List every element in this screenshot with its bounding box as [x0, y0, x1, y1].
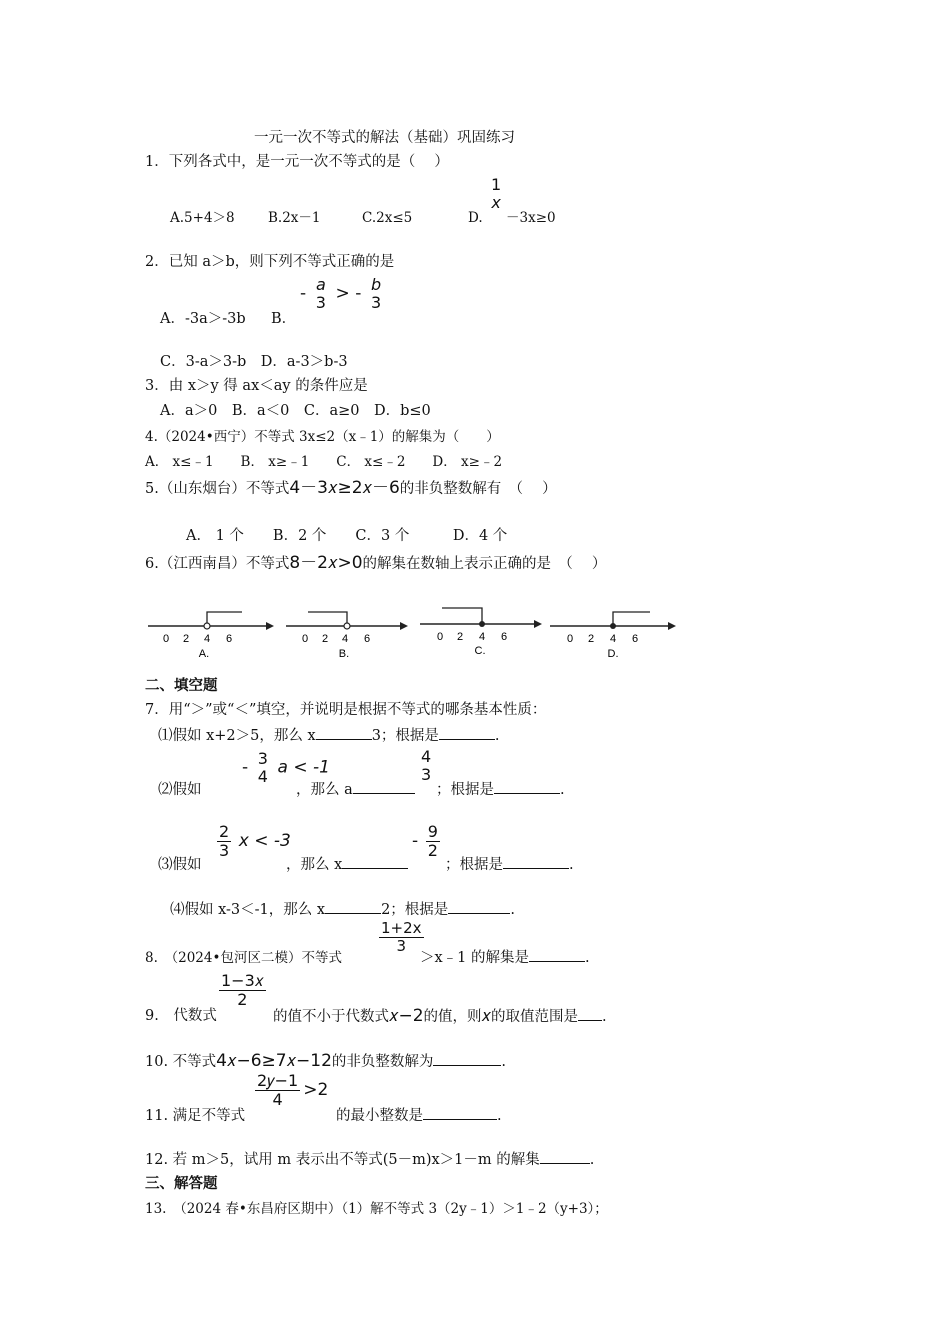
- q1-option-c: C.2x≤5: [362, 210, 413, 226]
- numerator: 2𝑦−1: [257, 1071, 299, 1090]
- tick-label: 4: [609, 633, 617, 645]
- numerator: b: [370, 275, 382, 294]
- q5-prefix: 5.（山东烟台）不等式: [145, 481, 290, 497]
- q11-suffix: 的最小整数是 .: [336, 1108, 502, 1124]
- condition-rest: a < -1: [277, 757, 330, 778]
- tick-label: 6: [631, 633, 639, 645]
- answer-blank[interactable]: [353, 793, 415, 794]
- q9-variable: 𝑥: [481, 1006, 492, 1026]
- q7-p4-text-2: 2；根据是: [381, 902, 449, 918]
- denominator: 3: [370, 293, 382, 313]
- q7-part-3-label: ⑶假如: [158, 857, 202, 873]
- q7-p2-text-2: ；根据是: [436, 782, 494, 798]
- q5-suffix: 的非负整数解有 （ ）: [399, 481, 557, 497]
- q10-prefix: 10. 不等式: [145, 1054, 217, 1070]
- q9-text-3: 的取值范围是: [491, 1009, 579, 1025]
- question-5-stem: [145, 478, 557, 499]
- numerator: 3: [257, 749, 268, 768]
- denominator: 3: [219, 841, 230, 861]
- question-9-prefix: 9. 代数式: [145, 1008, 217, 1024]
- minus-sign: -: [412, 830, 419, 851]
- numerator: 9: [427, 822, 438, 841]
- answer-blank[interactable]: [342, 868, 408, 869]
- q2-options-cd: C．3-a＞3-b D．a-3＞b-3: [160, 354, 348, 370]
- q7-part-3-answer: [286, 855, 408, 875]
- answer-blank[interactable]: [540, 1163, 590, 1164]
- tick-label: 2: [456, 631, 464, 643]
- numerator: 1−3𝑥: [221, 971, 264, 990]
- question-4-stem: 4.（2024•西宁）不等式 3x≤2（x﹣1）的解集为（ ）: [145, 429, 500, 445]
- q1-option-a: A.5+4＞8: [170, 210, 235, 226]
- option-label: B.: [338, 648, 350, 660]
- q9-expression: 𝑥−2: [389, 1006, 424, 1026]
- q7-part-3-basis: ；根据是 .: [445, 857, 574, 873]
- tick-label: 2: [321, 633, 329, 645]
- number-line-b: [286, 612, 408, 660]
- q7-p1-text-2: 3；根据是: [371, 728, 439, 744]
- question-6-stem: [145, 553, 606, 574]
- answer-blank[interactable]: [494, 793, 560, 794]
- tick-label: 2: [587, 633, 595, 645]
- q11-fraction: [252, 1072, 328, 1110]
- section-3-heading: 三、解答题: [145, 1175, 218, 1192]
- denominator: 4: [272, 1090, 283, 1110]
- condition-rest: x < -3: [238, 830, 291, 851]
- tick-label: 6: [225, 633, 233, 645]
- answer-blank[interactable]: [439, 739, 495, 740]
- q7-part-2-label: ⑵假如: [158, 782, 202, 798]
- denominator: 4: [257, 767, 268, 787]
- tick-label: 0: [162, 633, 170, 645]
- q10-inequality: 4𝑥−6≥7𝑥−12: [216, 1051, 332, 1071]
- number-line-d: [550, 612, 676, 660]
- q7-part-2-value: [416, 748, 436, 785]
- q5-options: A． 1 个 B．2 个 C．3 个 D．4 个: [186, 528, 508, 544]
- q1-option-d-rest: －3x≥0: [506, 210, 556, 226]
- q2-option-b-expression: [300, 276, 386, 313]
- question-1-stem: 1．下列各式中，是一元一次不等式的是（ ）: [145, 154, 449, 170]
- q7-part-3-condition: [214, 823, 291, 861]
- denominator: x: [491, 193, 501, 213]
- question-8-prefix: 8. （2024•包河区二模）不等式: [145, 950, 342, 966]
- q9-text-2: 的值，则: [423, 1009, 482, 1025]
- q9-text: 的值不小于代数式: [273, 1009, 389, 1025]
- q8-fraction: [376, 920, 427, 956]
- q6-inequality: 8－2𝑥>0: [289, 553, 363, 573]
- q4-options: A． x≤﹣1 B． x≥﹣1 C． x≤﹣2 D． x≥﹣2: [145, 454, 503, 470]
- denominator: 3: [421, 765, 432, 785]
- q7-part-3-value: [412, 823, 443, 861]
- q2-option-a: A．-3a＞-3b: [160, 311, 246, 327]
- q9-fraction: [216, 972, 269, 1010]
- denominator: 3: [315, 293, 326, 313]
- tick-label: 4: [341, 633, 349, 645]
- q7-p3-text: ，那么 x: [286, 857, 343, 873]
- q3-options: A．a＞0 B．a＜0 C．a≥0 D．b≤0: [160, 403, 431, 419]
- minus-sign: -: [242, 757, 249, 778]
- number-line-c: [420, 608, 542, 657]
- q11-text: 的最小整数是: [336, 1108, 423, 1124]
- option-label: D.: [607, 648, 619, 660]
- number-line-a: [148, 612, 274, 660]
- question-2-stem: 2．已知 a＞b，则下列不等式正确的是: [145, 254, 395, 270]
- tick-label: 0: [566, 633, 574, 645]
- q7-part-1: ⑴假如 x+2＞5，那么 x 3；根据是 .: [158, 728, 500, 744]
- denominator: 2: [237, 990, 248, 1010]
- q7-part-2-basis: ；根据是 .: [436, 782, 565, 798]
- option-label: A.: [198, 648, 210, 660]
- answer-blank[interactable]: [423, 1119, 497, 1120]
- q8-text: ＞x﹣1 的解集是: [420, 950, 530, 966]
- tick-label: 6: [500, 631, 508, 643]
- q7-p4-text: ⑷假如 x-3＜-1，那么 x: [170, 902, 326, 918]
- q8-suffix: ＞x﹣1 的解集是 .: [420, 950, 590, 966]
- denominator: 2: [427, 841, 438, 861]
- q1-option-d-fraction: [486, 176, 506, 213]
- q10-text: 的非负整数解为: [331, 1054, 434, 1070]
- relation: > -: [335, 283, 362, 304]
- answer-blank[interactable]: [325, 913, 381, 914]
- q7-p3-text-2: ；根据是: [445, 857, 503, 873]
- numerator: 1: [491, 175, 502, 194]
- q7-part-2-answer: [296, 780, 415, 800]
- denominator: 3: [396, 937, 407, 956]
- question-11-prefix: 11. 满足不等式: [145, 1108, 246, 1124]
- tick-label: 4: [478, 631, 486, 643]
- q2-option-b-label: B．: [271, 311, 297, 327]
- tick-label: 6: [363, 633, 371, 645]
- answer-blank[interactable]: [316, 739, 372, 740]
- answer-blank[interactable]: [448, 913, 510, 914]
- q1-option-b: B.2x－1: [268, 210, 321, 226]
- answer-blank[interactable]: [578, 1020, 602, 1021]
- q12-text: 12. 若 m＞5，试用 m 表示出不等式(5－m)x＞1－m 的解集: [145, 1152, 540, 1168]
- tick-label: 4: [203, 633, 211, 645]
- question-12: 12. 若 m＞5，试用 m 表示出不等式(5－m)x＞1－m 的解集 .: [145, 1152, 595, 1168]
- q7-p1-text: ⑴假如 x+2＞5，那么 x: [158, 728, 316, 744]
- tick-label: 2: [182, 633, 190, 645]
- q7-p2-text: ，那么 a: [296, 782, 353, 798]
- answer-blank[interactable]: [529, 961, 585, 962]
- q6-suffix: 的解集在数轴上表示正确的是 （ ）: [362, 556, 607, 572]
- q6-number-lines: [140, 600, 685, 665]
- numerator: 4: [421, 747, 432, 766]
- q1-option-d-prefix: D.: [468, 210, 483, 226]
- question-3-stem: 3．由 x＞y 得 ax＜ay 的条件应是: [145, 378, 368, 394]
- question-13: 13. （2024 春•东昌府区期中）（1）解不等式 3（2y﹣1）＞1﹣2（y+3）；: [145, 1201, 608, 1217]
- section-2-heading: 二、填空题: [145, 677, 218, 694]
- q9-rest: 的值不小于代数式𝑥−2的值，则𝑥的取值范围是 .: [273, 1006, 607, 1026]
- q6-prefix: 6.（江西南昌）不等式: [145, 556, 290, 572]
- question-7-stem: 7．用“＞”或“＜”填空，并说明是根据不等式的哪条基本性质：: [145, 702, 547, 718]
- answer-blank[interactable]: [433, 1065, 501, 1066]
- q11-relation: >2: [303, 1079, 329, 1100]
- page-title: 一元一次不等式的解法（基础）巩固练习: [254, 130, 515, 146]
- numerator: 2: [219, 822, 230, 841]
- q5-inequality: 4－3𝑥≥2𝑥－6: [289, 478, 400, 498]
- q7-part-4: ⑷假如 x-3＜-1，那么 x 2；根据是 .: [170, 902, 515, 918]
- option-label: C.: [474, 645, 486, 657]
- answer-blank[interactable]: [503, 868, 569, 869]
- tick-label: 0: [301, 633, 309, 645]
- tick-label: 0: [436, 631, 444, 643]
- numerator: a: [315, 275, 326, 294]
- question-10: 10. 不等式4𝑥−6≥7𝑥−12的非负整数解为 .: [145, 1051, 507, 1071]
- numerator: 1+2x: [381, 919, 422, 937]
- minus-sign: -: [300, 283, 307, 304]
